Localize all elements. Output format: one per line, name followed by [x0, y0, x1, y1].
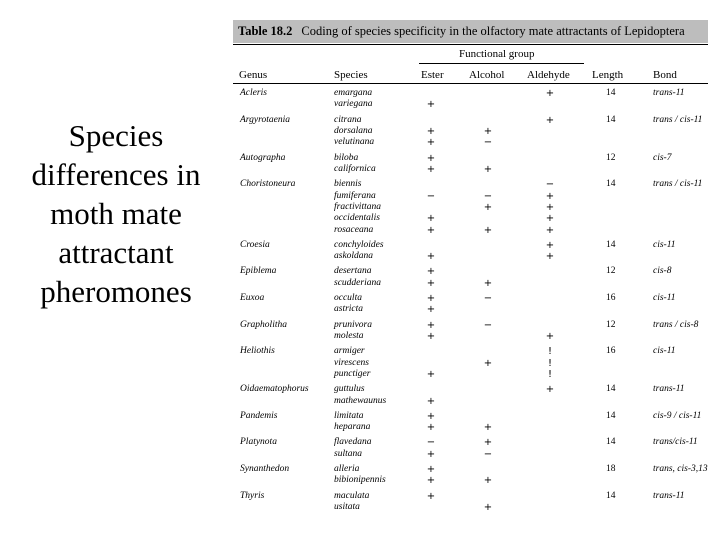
- ester-mark: +: [426, 224, 436, 236]
- col-header-length: Length: [592, 69, 624, 81]
- alcohol-mark: +: [483, 224, 493, 236]
- species-cell: usitata: [334, 501, 360, 512]
- table-caption-text: Coding of species specificity in the olfactory mate attractants of Lepidoptera: [301, 24, 685, 38]
- aldehyde-mark: +: [545, 88, 555, 99]
- ester-mark: +: [426, 277, 436, 289]
- alcohol-mark: +: [483, 422, 493, 434]
- alcohol-mark: +: [483, 277, 493, 289]
- ester-mark: +: [426, 448, 436, 460]
- bond-cell: trans / cis-8: [653, 319, 699, 330]
- length-cell: 14: [606, 490, 616, 501]
- alcohol-mark: +: [483, 125, 493, 137]
- species-cell: fumiferana: [334, 190, 376, 201]
- aldehyde-mark: !: [547, 357, 552, 369]
- slide-title-line: pheromones: [40, 274, 192, 309]
- length-cell: 14: [606, 239, 616, 250]
- species-cell: mathewaunus: [334, 395, 387, 406]
- aldehyde-mark: +: [545, 201, 555, 213]
- ester-mark: +: [426, 99, 436, 111]
- genus-cell: Platynota: [240, 437, 277, 448]
- aldehyde-mark: −: [545, 179, 555, 191]
- length-cell: 14: [606, 437, 616, 448]
- aldehyde-mark: +: [545, 224, 555, 236]
- aldehyde-mark: +: [545, 190, 555, 202]
- slide-title-line: attractant: [58, 235, 174, 270]
- ester-mark: +: [426, 395, 436, 407]
- ester-mark: +: [426, 410, 436, 422]
- bond-cell: trans-11: [653, 490, 685, 501]
- group-rule: [419, 63, 584, 64]
- species-cell: occidentalis: [334, 213, 380, 224]
- table-figure: [233, 20, 708, 513]
- ester-mark: +: [426, 422, 436, 434]
- length-cell: 14: [606, 114, 616, 125]
- aldehyde-mark: !: [547, 368, 552, 380]
- ester-mark: +: [426, 213, 436, 225]
- genus-cell: Heliothis: [240, 346, 275, 357]
- length-cell: 14: [606, 410, 616, 421]
- alcohol-mark: +: [483, 357, 493, 369]
- ester-mark: +: [426, 152, 436, 164]
- bond-cell: trans, cis-3,13: [653, 463, 708, 474]
- genus-cell: Choristoneura: [240, 179, 296, 190]
- table-number: Table 18.2: [238, 24, 293, 38]
- species-cell: armiger: [334, 346, 365, 357]
- col-header-aldehyde: Aldehyde: [527, 69, 570, 81]
- alcohol-mark: −: [483, 293, 493, 304]
- species-cell: citrana: [334, 114, 362, 125]
- length-cell: 18: [606, 463, 616, 474]
- ester-mark: +: [426, 490, 436, 502]
- ester-mark: +: [426, 266, 436, 278]
- genus-cell: Acleris: [240, 88, 267, 98]
- bond-cell: cis-9 / cis-11: [653, 410, 702, 421]
- length-cell: 12: [606, 319, 616, 330]
- aldehyde-mark: +: [545, 114, 555, 126]
- length-cell: 16: [606, 293, 616, 303]
- col-header-bond: Bond: [653, 69, 677, 81]
- alcohol-mark: +: [483, 501, 493, 513]
- species-cell: variegana: [334, 99, 373, 110]
- genus-cell: Thyris: [240, 490, 265, 501]
- species-cell: punctiger: [334, 368, 371, 379]
- genus-cell: Argyrotaenia: [240, 114, 290, 125]
- bond-cell: cis-11: [653, 293, 676, 303]
- table-caption: [238, 24, 685, 39]
- bond-cell: cis-11: [653, 346, 676, 357]
- ester-mark: +: [426, 304, 436, 316]
- alcohol-mark: −: [483, 190, 493, 202]
- ester-mark: +: [426, 463, 436, 475]
- species-cell: californica: [334, 163, 376, 174]
- species-cell: askoldana: [334, 251, 374, 262]
- species-cell: guttulus: [334, 384, 365, 395]
- alcohol-mark: −: [483, 319, 493, 331]
- genus-cell: Synanthedon: [240, 463, 290, 474]
- slide-title-line: differences in: [31, 157, 201, 192]
- bond-cell: cis-7: [653, 152, 672, 163]
- genus-cell: Autographa: [240, 152, 286, 163]
- species-cell: biennis: [334, 179, 362, 190]
- species-cell: emargana: [334, 88, 373, 98]
- ester-mark: +: [426, 251, 436, 263]
- species-cell: rosaceana: [334, 224, 374, 235]
- aldehyde-mark: +: [545, 251, 555, 263]
- species-cell: fractivittana: [334, 201, 381, 212]
- top-rule: [233, 44, 708, 45]
- species-cell: desertana: [334, 266, 372, 277]
- species-cell: occulta: [334, 293, 362, 303]
- species-cell: velutinana: [334, 137, 375, 148]
- col-header-alcohol: Alcohol: [469, 69, 505, 81]
- species-cell: biloba: [334, 152, 359, 163]
- ester-mark: +: [426, 319, 436, 331]
- species-cell: heparana: [334, 422, 371, 433]
- aldehyde-mark: +: [545, 239, 555, 251]
- species-cell: maculata: [334, 490, 370, 501]
- bond-cell: trans-11: [653, 384, 685, 395]
- species-cell: prunivora: [334, 319, 372, 330]
- genus-cell: Pandemis: [240, 410, 278, 421]
- aldehyde-mark: +: [545, 213, 555, 225]
- ester-mark: +: [426, 137, 436, 149]
- ester-mark: −: [426, 437, 436, 449]
- genus-cell: Croesia: [240, 239, 270, 250]
- bond-cell: trans/cis-11: [653, 437, 698, 448]
- slide-title: [10, 116, 222, 311]
- caption-bar: [233, 20, 708, 43]
- species-cell: dorsalana: [334, 125, 373, 136]
- alcohol-mark: +: [483, 163, 493, 175]
- bond-cell: cis-11: [653, 239, 676, 250]
- length-cell: 12: [606, 266, 616, 277]
- length-cell: 14: [606, 88, 616, 98]
- col-header-genus: Genus: [239, 69, 268, 81]
- col-header-ester: Ester: [421, 69, 444, 81]
- ester-mark: +: [426, 330, 436, 342]
- alcohol-mark: −: [483, 137, 493, 149]
- alcohol-mark: +: [483, 201, 493, 213]
- ester-mark: −: [426, 190, 436, 202]
- bond-cell: trans / cis-11: [653, 114, 703, 125]
- species-cell: bibionipennis: [334, 475, 386, 486]
- bond-cell: trans-11: [653, 88, 685, 98]
- aldehyde-mark: !: [547, 346, 552, 358]
- functional-group-header: Functional group: [459, 48, 535, 60]
- length-cell: 14: [606, 179, 616, 190]
- species-cell: scudderiana: [334, 277, 381, 288]
- slide-title-line: Species: [68, 118, 164, 153]
- ester-mark: +: [426, 293, 436, 304]
- species-cell: conchyloides: [334, 239, 384, 250]
- bond-cell: cis-8: [653, 266, 672, 277]
- length-cell: 12: [606, 152, 616, 163]
- slide-title-line: moth mate: [50, 196, 182, 231]
- ester-mark: +: [426, 163, 436, 175]
- genus-cell: Grapholitha: [240, 319, 287, 330]
- ester-mark: +: [426, 475, 436, 487]
- species-cell: sultana: [334, 448, 362, 459]
- species-cell: molesta: [334, 330, 364, 341]
- genus-cell: Euxoa: [240, 293, 265, 303]
- bond-cell: trans / cis-11: [653, 179, 703, 190]
- alcohol-mark: −: [483, 448, 493, 460]
- length-cell: 16: [606, 346, 616, 357]
- species-cell: virescens: [334, 357, 369, 368]
- alcohol-mark: +: [483, 437, 493, 449]
- col-header-species: Species: [334, 69, 368, 81]
- genus-cell: Oidaematophorus: [240, 384, 309, 395]
- aldehyde-mark: +: [545, 384, 555, 396]
- ester-mark: +: [426, 368, 436, 380]
- species-cell: flavedana: [334, 437, 372, 448]
- species-cell: limitata: [334, 410, 364, 421]
- ester-mark: +: [426, 125, 436, 137]
- alcohol-mark: +: [483, 475, 493, 487]
- aldehyde-mark: +: [545, 330, 555, 342]
- genus-cell: Epiblema: [240, 266, 277, 277]
- length-cell: 14: [606, 384, 616, 395]
- species-cell: astricta: [334, 304, 364, 315]
- header-rule: [233, 83, 708, 84]
- species-cell: alleria: [334, 463, 360, 474]
